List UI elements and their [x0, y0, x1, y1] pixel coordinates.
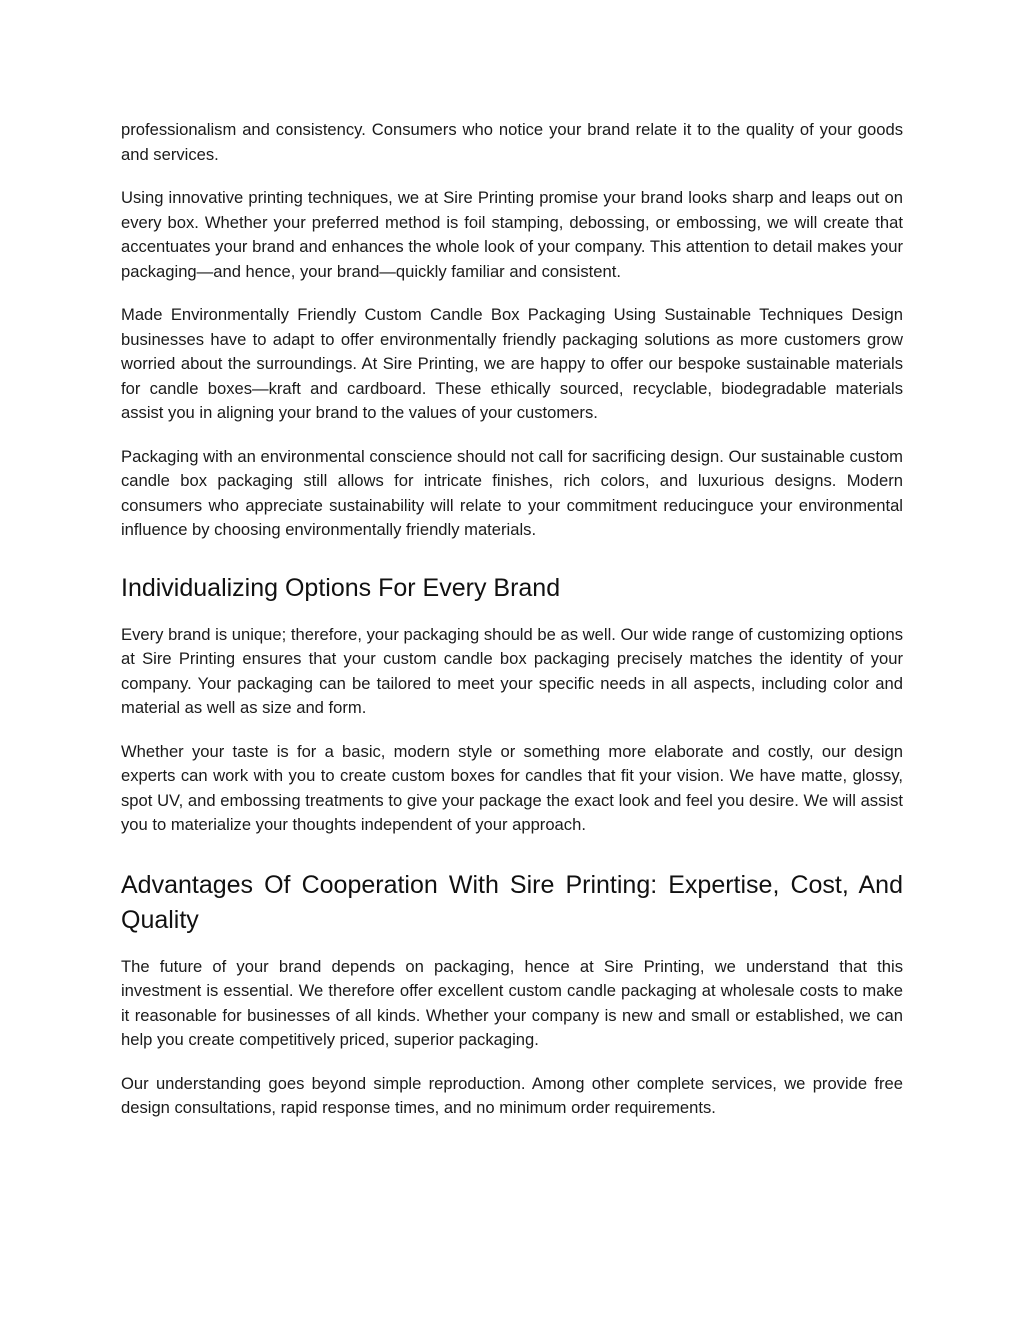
document-page — [121, 118, 903, 1140]
paragraph: Every brand is unique; therefore, your packaging should be as well. Our wide range of customizing options at Sire Printing ensures that your custom candle box packaging precisely matches the identity of your company. Your packaging can be tailored to meet your specific needs in all aspects, including color and material as well as size and form. — [121, 624, 903, 717]
paragraph: The future of your brand depends on packaging, hence at Sire Printing, we understand that this investment is essential. We therefore offer excellent custom candle packaging at wholesale costs to make it reasonable for businesses of all kinds. Whether your company is new and small or established, we can help you create competitively priced, superior packaging. — [121, 956, 903, 1049]
paragraph: professionalism and consistency. Consumers who notice your brand relate it to the quality of your goods and services. — [121, 120, 903, 164]
paragraph: Packaging with an environmental conscience should not call for sacrificing design. Our sustainable custom candle box packaging still allows for intricate finishes, rich colors, and luxurious designs. Modern consumers who appreciate sustainability will relate to your commitment reducinguce your environmental influence by choosing environmentally friendly materials. — [121, 446, 903, 539]
paragraph: Our understanding goes beyond simple reproduction. Among other complete services, we provide free design consultations, rapid response times, and no minimum order requirements. — [121, 1073, 903, 1117]
paragraph: Using innovative printing techniques, we at Sire Printing promise your brand looks sharp and leaps out on every box. Whether your preferred method is foil stamping, debossing, or embossing, we will create that accentuates your brand and enhances the whole look of your company. This attention to detail makes your packaging—and hence, your brand—quickly familiar and consistent. — [121, 188, 903, 281]
section-heading: Individualizing Options For Every Brand — [121, 573, 561, 602]
section-heading: Advantages Of Cooperation With Sire Printing: Expertise, Cost, And Quality — [121, 870, 903, 934]
paragraph: Whether your taste is for a basic, modern style or something more elaborate and costly, our design experts can work with you to create custom boxes for candles that fit your vision. We have matte, glossy, spot UV, and embossing treatments to give your package the exact look and feel you desire. We will assist you to materialize your thoughts independent of your approach. — [121, 741, 903, 834]
paragraph: Made Environmentally Friendly Custom Candle Box Packaging Using Sustainable Techniques Design businesses have to adapt to offer environmentally friendly packaging solutions as more customers grow worried about the surroundings. At Sire Printing, we are happy to offer our bespoke sustainable materials for candle boxes—kraft and cardboard. These ethically sourced, recyclable, biodegradable materials assist you in aligning your brand to the values of your customers. — [121, 305, 903, 422]
